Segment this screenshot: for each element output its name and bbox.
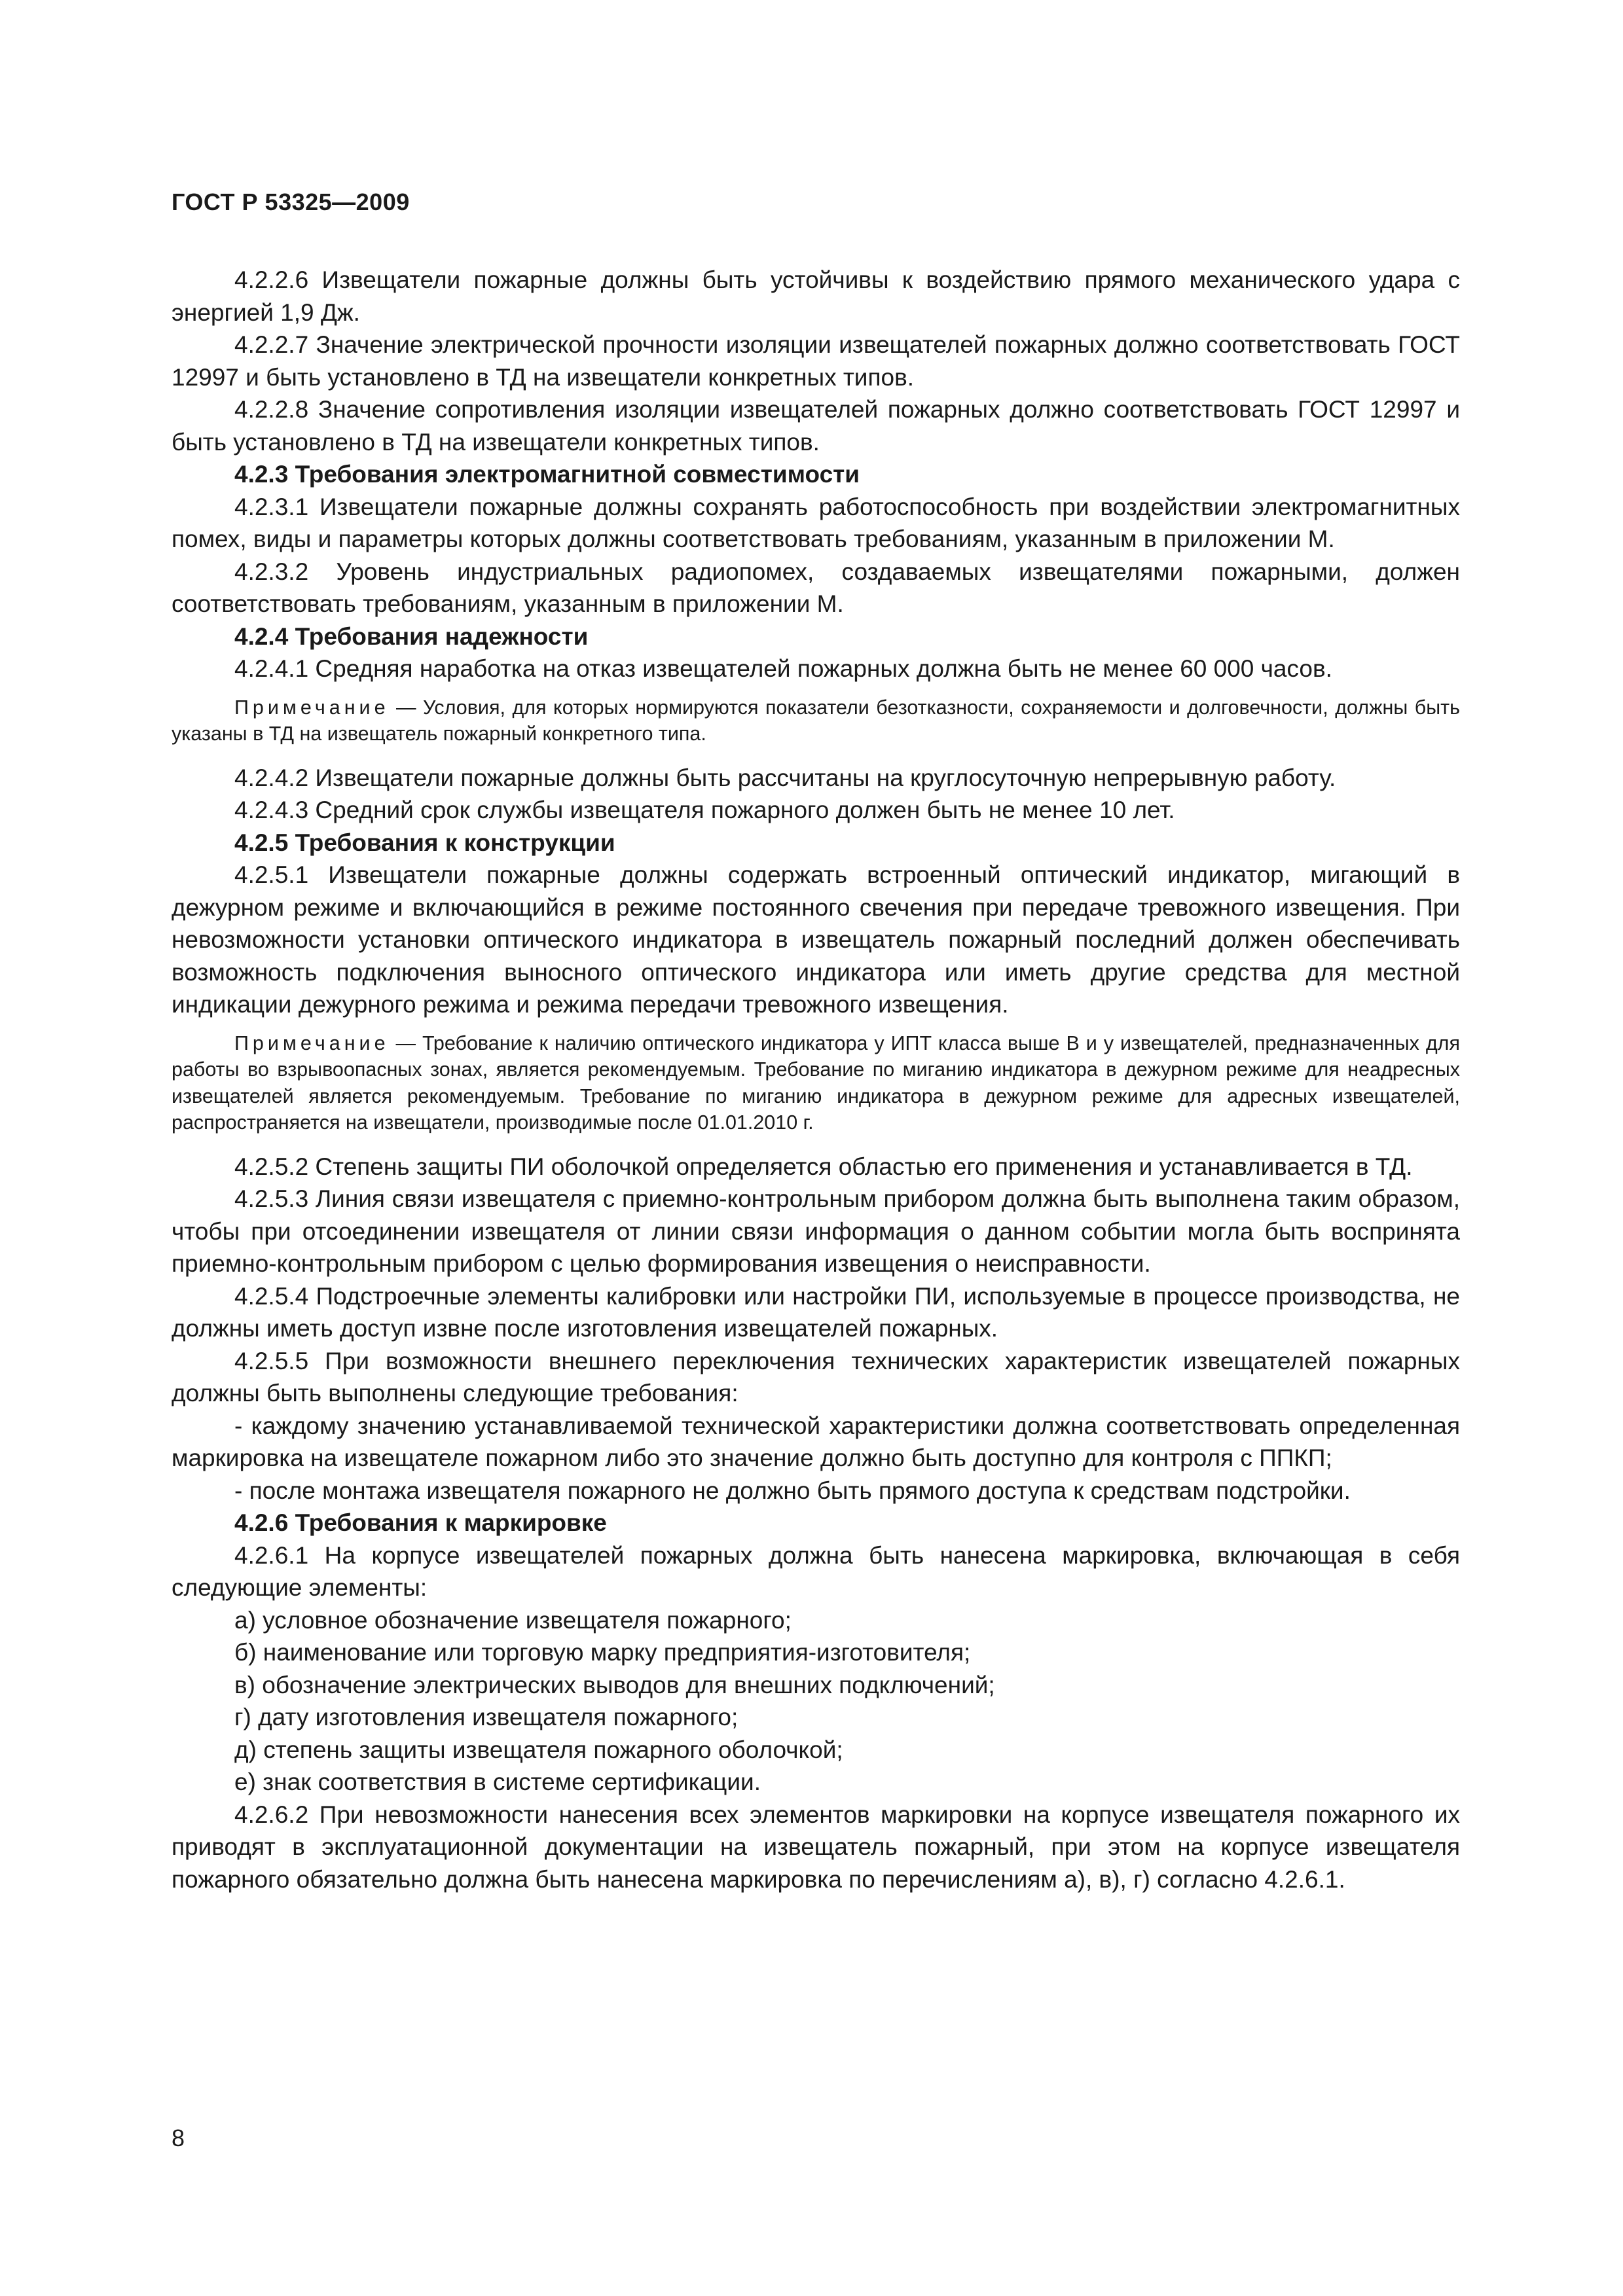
- paragraph-4-2-5-2: 4.2.5.2 Степень защиты ПИ оболочкой определяется областью его применения и устанавливается в ТД.: [234, 1153, 1413, 1180]
- note-label: Примечание: [234, 1031, 390, 1054]
- note-2-text: — Требование к наличию оптического индикатора у ИПТ класса выше В и у извещателей, предназначенных для работы во взрывоопасных зонах, является рекомендуемым. Требование по миганию индикатора в дежурном режиме для неадресных извещателей является рекомендуемым. Требование по миганию индикатора в дежурном режиме для адресных извещателей, распространяется на извещатели, производимые после 01.01.2010 г.: [172, 1031, 1460, 1134]
- paragraph-4-2-3-1: 4.2.3.1 Извещатели пожарные должны сохранять работоспособность при воздействии электромагнитных помех, виды и параметры которых должны соответствовать требованиям, указанным в приложении М.: [172, 493, 1460, 552]
- requirement-item: - после монтажа извещателя пожарного не должно быть прямого доступа к средствам подстройки.: [234, 1477, 1351, 1504]
- paragraph-4-2-5-1: 4.2.5.1 Извещатели пожарные должны содержать встроенный оптический индикатор, мигающий в дежурном режиме и включающийся в режиме постоянного свечения при передаче тревожного извещения. При невозможности установки оптического индикатора в извещатель пожарный последний должен обеспечивать возможность подключения выносного оптического индикатора или иметь другие средства для местной индикации дежурного режима и режима передачи тревожного извещения.: [172, 861, 1460, 1018]
- paragraph-4-2-6-1: 4.2.6.1 На корпусе извещателей пожарных должна быть нанесена маркировка, включающая в себя следующие элементы:: [172, 1541, 1460, 1601]
- paragraph-4-2-5-5: 4.2.5.5 При возможности внешнего переключения технических характеристик извещателей пожарных должны быть выполнены следующие требования:: [172, 1347, 1460, 1407]
- paragraph-4-2-6-2: 4.2.6.2 При невозможности нанесения всех элементов маркировки на корпусе извещателя пожарного их приводят в эксплуатационной документации на извещатель пожарный, при этом на корпусе извещателя пожарного обязательно должна быть нанесена маркировка по перечислениям а), в), г) согласно 4.2.6.1.: [172, 1801, 1460, 1893]
- list-item: а) условное обозначение извещателя пожарного;: [234, 1606, 792, 1634]
- note-1-text: — Условия, для которых нормируются показатели безотказности, сохраняемости и долговечности, должны быть указаны в ТД на извещатель пожарный конкретного типа.: [172, 696, 1460, 745]
- section-heading-4-2-6: 4.2.6 Требования к маркировке: [234, 1509, 607, 1536]
- list-item: г) дату изготовления извещателя пожарного;: [234, 1704, 739, 1731]
- paragraph-4-2-4-3: 4.2.4.3 Средний срок службы извещателя пожарного должен быть не менее 10 лет.: [234, 797, 1175, 823]
- note-1: [172, 694, 1460, 747]
- note-2: [172, 1030, 1460, 1136]
- paragraph-4-2-5-4: 4.2.5.4 Подстроечные элементы калибровки или настройки ПИ, используемые в процессе производства, не должны иметь доступ извне после изготовления извещателей пожарных.: [172, 1282, 1460, 1342]
- section-heading-4-2-3: 4.2.3 Требования электромагнитной совместимости: [234, 461, 860, 488]
- standard-designation: ГОСТ Р 53325—2009: [172, 188, 410, 215]
- paragraph-4-2-3-2: 4.2.3.2 Уровень индустриальных радиопомех, создаваемых извещателями пожарными, должен соответствовать требованиям, указанным в приложении М.: [172, 558, 1460, 617]
- section-heading-4-2-4: 4.2.4 Требования надежности: [234, 622, 589, 650]
- list-item: е) знак соответствия в системе сертификации.: [234, 1768, 761, 1795]
- note-label: Примечание: [234, 696, 390, 719]
- page-number: 8: [172, 2125, 185, 2151]
- list-item: б) наименование или торговую марку предприятия-изготовителя;: [234, 1639, 971, 1666]
- paragraph-4-2-2-7: 4.2.2.7 Значение электрической прочности изоляции извещателей пожарных должно соответствовать ГОСТ 12997 и быть установлено в ТД на извещатели конкретных типов.: [172, 331, 1460, 391]
- paragraph-4-2-4-2: 4.2.4.2 Извещатели пожарные должны быть рассчитаны на круглосуточную непрерывную работу.: [234, 764, 1336, 791]
- paragraph-4-2-2-8: 4.2.2.8 Значение сопротивления изоляции извещателей пожарных должно соответствовать ГОСТ 12997 и быть установлено в ТД на извещатели конкретных типов.: [172, 396, 1460, 456]
- paragraph-4-2-5-3: 4.2.5.3 Линия связи извещателя с приемно-контрольным прибором должна быть выполнена таким образом, чтобы при отсоединении извещателя от линии связи информация о данном событии могла быть воспринята приемно-контрольным прибором с целью формирования извещения о неисправности.: [172, 1185, 1460, 1277]
- paragraph-4-2-4-1: 4.2.4.1 Средняя наработка на отказ извещателей пожарных должна быть не менее 60 000 часов.: [234, 655, 1332, 682]
- requirement-item: - каждому значению устанавливаемой технической характеристики должна соответствовать определенная маркировка на извещателе пожарном либо это значение должно быть доступно для контроля с ППКП;: [172, 1412, 1460, 1471]
- section-heading-4-2-5: 4.2.5 Требования к конструкции: [234, 829, 615, 856]
- document-body: [172, 264, 1460, 1895]
- paragraph-4-2-2-6: 4.2.2.6 Извещатели пожарные должны быть устойчивы к воздействию прямого механического удара с энергией 1,9 Дж.: [172, 266, 1460, 326]
- list-item: д) степень защиты извещателя пожарного оболочкой;: [234, 1736, 843, 1763]
- list-item: в) обозначение электрических выводов для внешних подключений;: [234, 1671, 995, 1698]
